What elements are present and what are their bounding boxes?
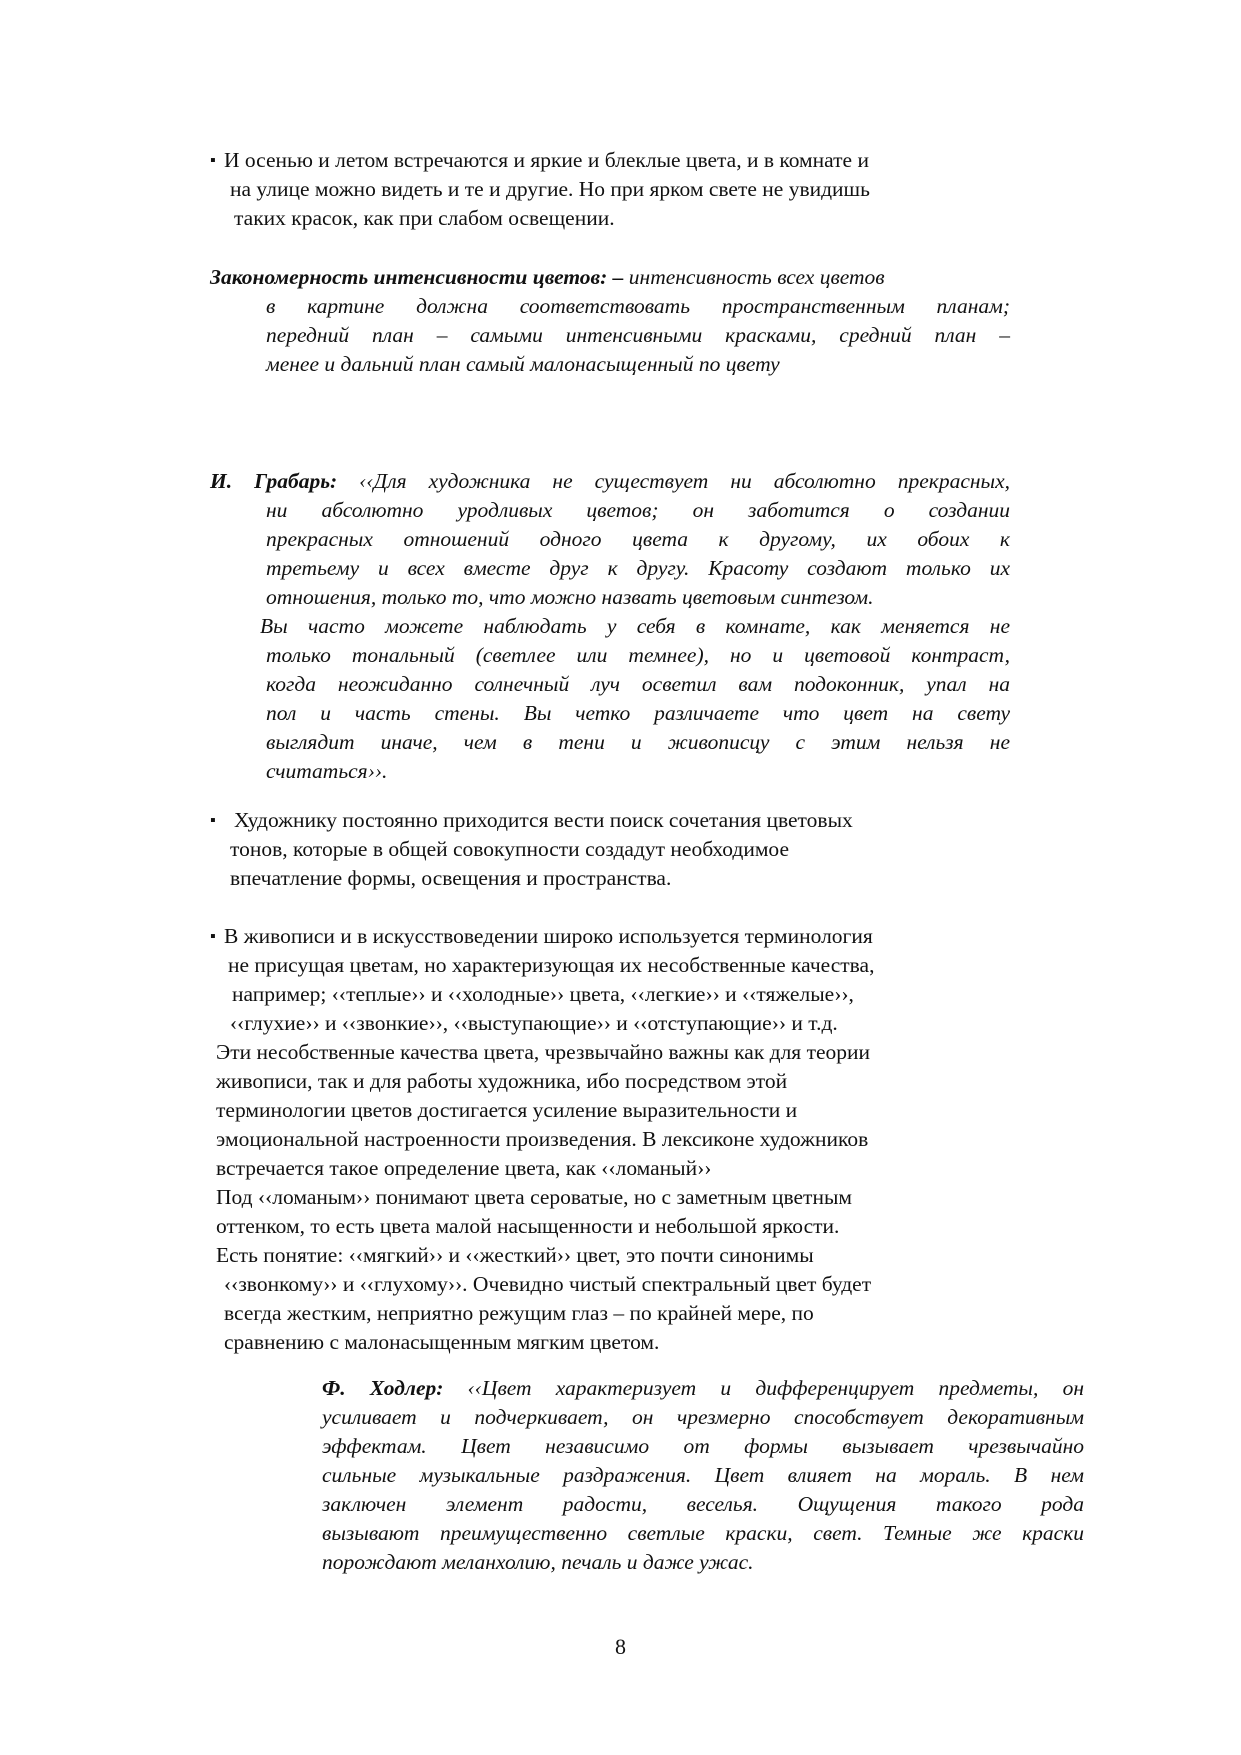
text-line: на улице можно видеть и те и другие. Но при ярком свете не увидишь xyxy=(230,177,870,201)
text-line: считаться››. xyxy=(266,759,388,783)
text-line: заключен элемент радости, веселья. Ощущения такого рода xyxy=(322,1492,1084,1516)
definition-term: Закономерность интенсивности цветов: xyxy=(210,265,608,289)
text-line: выглядит иначе, чем в тени и живописцу с этим нельзя не xyxy=(266,730,1010,754)
text-line: усиливает и подчеркивает, он чрезмерно способствует декоративным xyxy=(322,1405,1084,1429)
text-line: тонов, которые в общей совокупности создадут необходимое xyxy=(230,837,789,861)
text-line: оттенком, то есть цвета малой насыщенности и небольшой яркости. xyxy=(216,1214,840,1238)
bullet-marker: ▪ xyxy=(210,928,216,945)
text-line: третьему и всех вместе друг к другу. Красоту создают только их xyxy=(266,556,1010,580)
paragraph-lighting xyxy=(210,146,1010,233)
text-line: прекрасных отношений одного цвета к другому, их обоих к xyxy=(266,527,1010,551)
text-line: передний план – самыми интенсивными красками, средний план – xyxy=(266,323,1010,347)
definition-dash: – xyxy=(612,265,624,289)
text-line: впечатление формы, освещения и пространства. xyxy=(230,866,672,890)
text-line: терминологии цветов достигается усиление выразительности и xyxy=(216,1098,798,1122)
text-line: менее и дальний план самый малонасыщенный по цвету xyxy=(266,352,780,376)
text-line: эффектам. Цвет независимо от формы вызывает чрезвычайно xyxy=(322,1434,1084,1458)
quote-author: Ф. Ходлер: xyxy=(322,1376,444,1400)
text-line: отношения, только то, что можно назвать цветовым синтезом. xyxy=(266,585,874,609)
text-line: всегда жестким, неприятно режущим глаз – по крайней мере, по xyxy=(224,1301,814,1325)
paragraph-terminology xyxy=(210,922,1010,1357)
text-line: пол и часть стены. Вы четко различаете что цвет на свету xyxy=(266,701,1010,725)
bullet-marker: ▪ xyxy=(210,152,216,169)
text-line: сильные музыкальные раздражения. Цвет влияет на мораль. В нем xyxy=(322,1463,1084,1487)
text-line: ‹‹Для художника не существует ни абсолютно прекрасных, xyxy=(359,469,1011,493)
text-line: Вы часто можете наблюдать у себя в комнате, как меняется не xyxy=(260,614,1010,638)
page-number: 8 xyxy=(615,1634,626,1659)
text-line: живописи, так и для работы художника, ибо посредством этой xyxy=(216,1069,788,1093)
text-line: интенсивность всех цветов xyxy=(628,265,885,289)
text-line: встречается такое определение цвета, как ‹‹ломаный›› xyxy=(216,1156,712,1180)
text-line: И осенью и летом встречаются и яркие и блеклые цвета, и в комнате и xyxy=(224,148,869,172)
definition-first-line xyxy=(210,263,1010,292)
definition-color-intensity xyxy=(210,263,1010,379)
quote-grabar xyxy=(210,467,1010,786)
text-line: вызывают преимущественно светлые краски, свет. Темные же краски xyxy=(322,1521,1084,1545)
text-line: ‹‹глухие›› и ‹‹звонкие››, ‹‹выступающие›› и ‹‹отступающие›› и т.д. xyxy=(230,1011,838,1035)
quote-hodler xyxy=(322,1374,1084,1577)
text-line: В живописи и в искусствоведении широко используется терминология xyxy=(224,924,873,948)
text-line: ни абсолютно уродливых цветов; он заботится о создании xyxy=(266,498,1010,522)
text-line: Есть понятие: ‹‹мягкий›› и ‹‹жесткий›› цвет, это почти синонимы xyxy=(216,1243,814,1267)
text-line: Под ‹‹ломаным›› понимают цвета сероватые, но с заметным цветным xyxy=(216,1185,853,1209)
paragraph-artist-search xyxy=(210,806,1010,893)
text-line: сравнению с малонасыщенным мягким цветом. xyxy=(224,1330,660,1354)
text-line: Эти несобственные качества цвета, чрезвычайно важны как для теории xyxy=(216,1040,871,1064)
quote-first-line xyxy=(322,1374,1084,1403)
text-line: эмоциональной настроенности произведения. В лексиконе художников xyxy=(216,1127,869,1151)
text-line: в картине должна соответствовать пространственным планам; xyxy=(266,294,1010,318)
text-line: порождают меланхолию, печаль и даже ужас. xyxy=(322,1550,754,1574)
text-line: когда неожиданно солнечный луч осветил вам подоконник, упал на xyxy=(266,672,1010,696)
text-line: ‹‹Цвет характеризует и дифференцирует предметы, он xyxy=(467,1376,1084,1400)
text-line: только тональный (светлее или темнее), но и цветовой контраст, xyxy=(266,643,1010,667)
text-line: ‹‹звонкому›› и ‹‹глухому››. Очевидно чистый спектральный цвет будет xyxy=(224,1272,872,1296)
bullet-marker: ▪ xyxy=(210,812,216,829)
quote-author: И. Грабарь: xyxy=(210,469,338,493)
quote-first-line xyxy=(210,467,1010,496)
text-line: таких красок, как при слабом освещении. xyxy=(234,206,615,230)
text-line: не присущая цветам, но характеризующая их несобственные качества, xyxy=(228,953,875,977)
text-line: например; ‹‹теплые›› и ‹‹холодные›› цвета, ‹‹легкие›› и ‹‹тяжелые››, xyxy=(232,982,854,1006)
text-line: Художнику постоянно приходится вести поиск сочетания цветовых xyxy=(234,808,853,832)
